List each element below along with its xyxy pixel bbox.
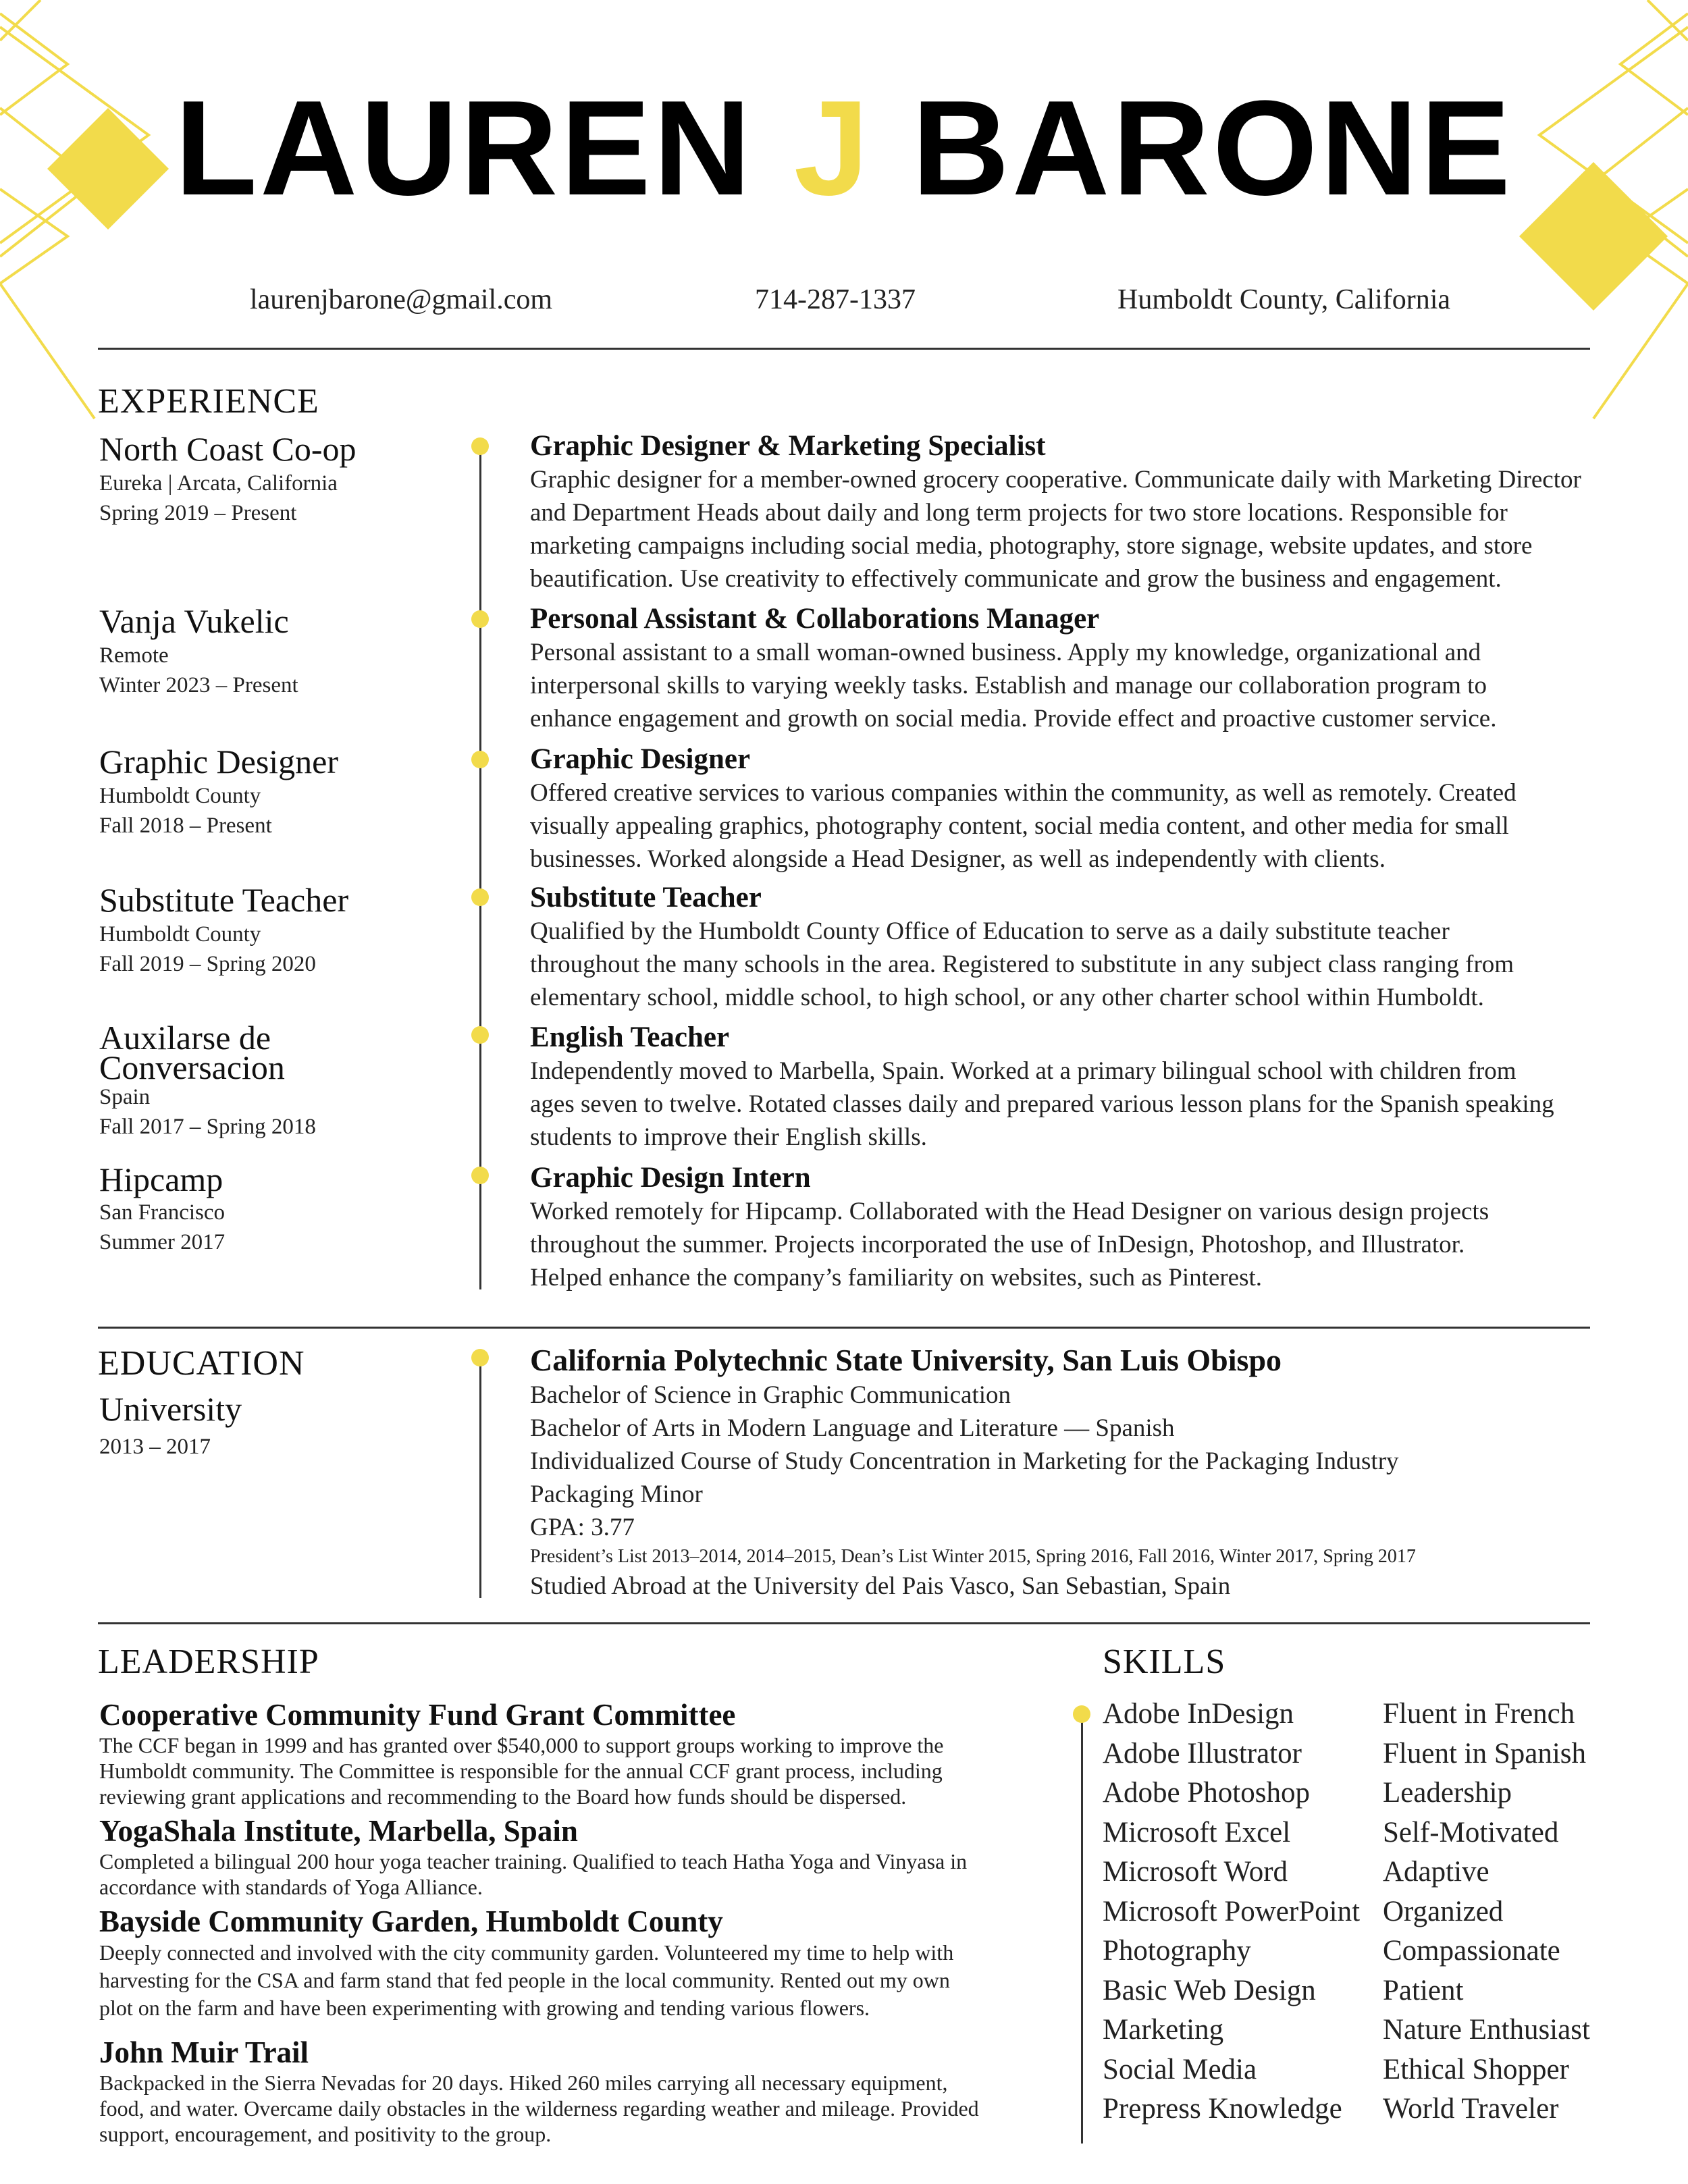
job-desc-line: Worked remotely for Hipcamp. Collaborated with the Head Designer on various design projects [530,1198,1489,1225]
skill-item: Microsoft PowerPoint [1103,1895,1361,1927]
leadership-desc-line: reviewing grant applications and recommending to the Board how funds should be dispersed. [99,1784,907,1809]
job-org-block [99,883,457,979]
job-title: English Teacher [530,1021,730,1053]
job-desc-line: throughout the summer. Projects incorporated the use of InDesign, Photoshop, and Illustrator. [530,1231,1465,1258]
skills-heading: SKILLS [1103,1643,1226,1681]
skill-item: Fluent in French [1383,1698,1575,1730]
job-dates: Summer 2017 [99,1230,226,1254]
last-name: BARONE [912,73,1514,223]
timeline-dot [471,437,489,455]
education-timeline [479,1358,481,1598]
job-desc-line: enhance engagement and growth on social media. Provide effect and proactive customer service. [530,705,1497,733]
skill-item: Compassionate [1383,1935,1560,1967]
skill-item: Basic Web Design [1103,1974,1316,2006]
job-org-block [99,1163,457,1257]
skill-item: Patient [1383,1974,1464,2006]
job-desc-line: throughout the many schools in the area. Registered to substitute in any subject class ranging from [530,951,1514,978]
skill-item: Prepress Knowledge [1103,2093,1342,2125]
education-divider [98,1622,1590,1624]
leadership-entry [99,1697,1078,1809]
job-desc-line: ages seven to twelve. Rotated classes daily and prepared various lesson plans for the Spanish speaking [530,1090,1554,1118]
leadership-title: Bayside Community Garden, Humboldt County [99,1905,723,1938]
skills-column-1 [1103,1695,1360,2129]
job-title: Personal Assistant & Collaborations Manager [530,603,1100,635]
job-detail [530,429,1664,595]
job-desc-line: Offered creative services to various companies within the community, as well as remotely. Created [530,779,1516,807]
job-dates: Winter 2023 – Present [99,673,298,697]
job-desc-line: Helped enhance the company’s familiarity on websites, such as Pinterest. [530,1264,1263,1291]
education-dates: 2013 – 2017 [99,1435,211,1459]
job-desc-line: Qualified by the Humboldt County Office of Education to serve as a daily substitute teacher [530,917,1450,945]
leadership-entry [99,2035,1078,2147]
timeline-dot [1073,1705,1090,1723]
leadership-desc-line: Backpacked in the Sierra Nevadas for 20 days. Hiked 260 miles carrying all necessary equipment, [99,2071,948,2095]
job-desc-line: Independently moved to Marbella, Spain. Worked at a primary bilingual school with children from [530,1057,1516,1085]
job-place: San Francisco [99,1200,226,1225]
skill-item: Leadership [1383,1777,1512,1809]
skill-item: Adaptive [1383,1856,1489,1888]
job-dates: Spring 2019 – Present [99,501,297,525]
experience-timeline [479,446,481,1289]
education-heading: EDUCATION [98,1344,305,1383]
skill-item: Adobe InDesign [1103,1698,1294,1730]
email[interactable]: laurenjbarone@gmail.com [250,284,553,315]
leadership-title: Cooperative Community Fund Grant Committee [99,1698,736,1732]
job-place: Remote [99,643,169,668]
leadership-desc-line: Completed a bilingual 200 hour yoga teacher training. Qualified to teach Hatha Yoga and Vinyasa in [99,1849,968,1873]
skill-item: Adobe Photoshop [1103,1777,1310,1809]
timeline-dot [471,888,489,906]
leadership-title: YogaShala Institute, Marbella, Spain [99,1814,578,1848]
skill-item: World Traveler [1383,2093,1559,2125]
skill-item: Ethical Shopper [1383,2053,1569,2085]
leadership-entry [99,1904,1078,2022]
job-org-block [99,432,457,528]
leadership-desc-line: accordance with standards of Yoga Alliance. [99,1875,483,1899]
middle-initial: J [793,73,872,223]
job-place: Eureka | Arcata, California [99,471,338,496]
degree-line: Bachelor of Science in Graphic Communication [530,1381,1011,1409]
skill-item: Marketing [1103,2014,1224,2046]
school-name: California Polytechnic State University, San Luis Obispo [530,1343,1282,1377]
job-title: Graphic Designer & Marketing Specialist [530,430,1046,462]
job-desc-line: Personal assistant to a small woman-owned business. Apply my knowledge, organizational and [530,639,1481,666]
job-place: Spain [99,1085,151,1109]
study-abroad: Studied Abroad at the University del Pais Vasco, San Sebastian, Spain [530,1572,1231,1600]
experience-heading: EXPERIENCE [98,382,319,421]
job-title: Graphic Design Intern [530,1162,811,1194]
phone[interactable]: 714-287-1337 [755,284,916,315]
skills-timeline [1081,1718,1083,2143]
job-desc-line: students to improve their English skills. [530,1123,927,1151]
skill-item: Photography [1103,1935,1251,1967]
job-org-block [99,1019,457,1142]
job-org: North Coast Co-op [99,430,357,468]
leadership-desc-line: The CCF began in 1999 and has granted over $540,000 to support groups working to improve the [99,1733,944,1757]
timeline-dot [471,1026,489,1044]
job-org: Hipcamp [99,1161,223,1198]
experience-divider [98,1327,1590,1329]
leadership-desc-line: Deeply connected and involved with the city community garden. Volunteered my time to help with [99,1940,954,1965]
job-org-block [99,604,457,700]
honors: President’s List 2013–2014, 2014–2015, Dean’s List Winter 2015, Spring 2016, Fall 2016, Winter 2017, Spring 2017 [530,1546,1416,1567]
job-desc-line: interpersonal skills to varying weekly tasks. Establish and manage our collaboration program to [530,672,1487,699]
skill-item: Organized [1383,1895,1504,1927]
leadership-title: John Muir Trail [99,2035,309,2069]
skill-item: Self-Motivated [1383,1816,1559,1848]
job-org: Vanja Vukelic [99,602,289,640]
job-org: Graphic Designer [99,743,339,780]
degree-line: Individualized Course of Study Concentration in Marketing for the Packaging Industry [530,1447,1399,1475]
timeline-dot [471,1349,489,1366]
job-detail [530,881,1664,1014]
job-org-continued: Conversacion [99,1048,285,1086]
timeline-dot [471,751,489,768]
job-title: Substitute Teacher [530,882,762,913]
job-org: Substitute Teacher [99,881,349,919]
resume-name [0,73,1688,223]
job-title: Graphic Designer [530,743,751,775]
header-divider [98,348,1590,350]
timeline-dot [471,610,489,628]
job-desc-line: Graphic designer for a member-owned grocery cooperative. Communicate daily with Marketing Director [530,466,1581,494]
leadership-desc-line: Humboldt community. The Committee is responsible for the annual CCF grant process, including [99,1759,943,1783]
leadership-entry [99,1813,1078,1900]
job-detail [530,602,1664,735]
job-detail [530,1021,1664,1154]
degree-line: Bachelor of Arts in Modern Language and Literature — Spanish [530,1414,1175,1442]
job-desc-line: marketing campaigns including social media, photography, store signage, website updates, and store [530,532,1533,560]
job-desc-line: businesses. Worked alongside a Head Designer, as well as independently with clients. [530,845,1386,873]
job-dates: Fall 2019 – Spring 2020 [99,952,316,976]
skill-item: Microsoft Excel [1103,1816,1291,1848]
job-desc-line: beautification. Use creativity to effectively communicate and grow the business and engagement. [530,565,1502,593]
job-dates: Fall 2017 – Spring 2018 [99,1115,316,1139]
first-name: LAUREN [174,73,754,223]
skill-item: Nature Enthusiast [1383,2014,1590,2046]
skill-item: Social Media [1103,2053,1257,2085]
skills-column-2 [1383,1695,1590,2129]
leadership-desc-line: plot on the farm and have been experimenting with growing and tending various flowers. [99,1996,870,2020]
leadership-desc-line: food, and water. Overcame daily obstacles in the wilderness regarding weather and mileage. Provided [99,2096,979,2121]
job-place: Humboldt County [99,784,261,808]
job-detail [530,743,1664,876]
location: Humboldt County, California [1117,284,1451,315]
gpa: GPA: 3.77 [530,1514,635,1541]
skill-item: Microsoft Word [1103,1856,1288,1888]
degree-line: Packaging Minor [530,1481,703,1508]
job-org: Auxilarse de [99,1019,271,1057]
education-detail [530,1342,1664,1603]
leadership-desc-line: harvesting for the CSA and farm stand that fed people in the local community. Rented out my own [99,1968,950,1992]
timeline-dot [471,1167,489,1184]
education-type: University [99,1390,242,1428]
skill-item: Adobe Illustrator [1103,1737,1302,1769]
skill-item: Fluent in Spanish [1383,1737,1587,1769]
job-place: Humboldt County [99,922,261,947]
job-desc-line: elementary school, middle school, to high school, or any other charter school within Humboldt. [530,984,1484,1011]
job-dates: Fall 2018 – Present [99,814,272,838]
leadership-desc-line: support, encouragement, and positivity to the group. [99,2122,552,2146]
job-desc-line: and Department Heads about daily and long term projects for two store locations. Responsible for [530,499,1508,527]
job-desc-line: visually appealing graphics, photography content, social media content, and other media for small [530,812,1509,840]
job-detail [530,1161,1664,1294]
leadership-heading: LEADERSHIP [98,1643,319,1681]
job-org-block [99,745,457,841]
